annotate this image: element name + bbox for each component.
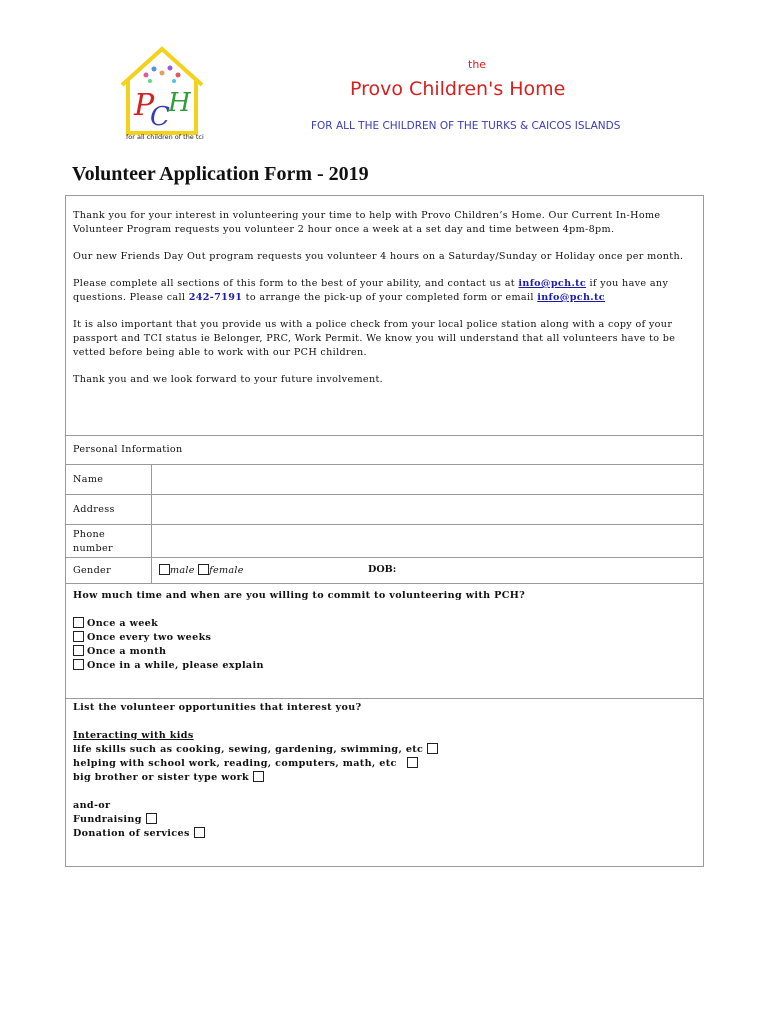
and-or-label: and-or	[73, 800, 111, 811]
school-work-label: helping with school work, reading, computers, math, etc	[73, 758, 397, 769]
intro-paragraph-3	[73, 277, 695, 305]
life-skills-label: life skills such as cooking, sewing, gardening, swimming, etc	[73, 744, 424, 755]
gender-label: Gender	[73, 565, 112, 576]
male-label: male	[170, 565, 195, 576]
svg-text:C: C	[150, 102, 170, 132]
option-donation-of-services[interactable]	[73, 827, 696, 841]
intro-paragraph-2: Our new Friends Day Out program requests you volunteer 4 hours on a Saturday/Sunday or Holiday once per month.	[73, 251, 684, 262]
every-two-weeks-checkbox[interactable]	[73, 631, 84, 642]
letterhead	[0, 0, 770, 150]
phone-label-line1: Phone	[73, 529, 106, 540]
intro-paragraph-5: Thank you and we look forward to your future involvement.	[73, 374, 384, 385]
name-field[interactable]	[151, 465, 703, 494]
intro-paragraph-1: Thank you for your interest in volunteering your time to help with Provo Children’s Home. Our Current In-Home Volunteer Program requests you volunteer 2 hour once a week at a set day and time between 4pm-8pm.	[73, 210, 661, 235]
email-link-2[interactable]: info@pch.tc	[537, 292, 605, 303]
once-a-month-checkbox[interactable]	[73, 645, 84, 656]
intro-paragraph-4: It is also important that you provide us with a police check from your local police station along with a copy of your passport and TCI status ie Belonger, PRC, Work Permit. We know you will understand that all volunteers have to be vetted before being able to work with our PCH children.	[73, 319, 676, 358]
email-link-1[interactable]: info@pch.tc	[518, 278, 587, 289]
gender-options	[159, 564, 244, 576]
once-in-a-while-checkbox[interactable]	[73, 659, 84, 670]
phone-label	[73, 528, 113, 556]
option-life-skills[interactable]	[73, 743, 696, 757]
intro-p3-text-a: Please complete all sections of this form to the best of your ability, and contact us at	[73, 278, 519, 289]
opportunities-section	[66, 701, 703, 841]
phone-row	[66, 525, 703, 558]
header-the: the	[468, 58, 487, 71]
once-a-week-checkbox[interactable]	[73, 617, 84, 628]
name-row	[66, 465, 703, 495]
big-brother-sister-label: big brother or sister type work	[73, 772, 250, 783]
option-fundraising[interactable]	[73, 813, 696, 827]
phone-number: 242-7191	[188, 292, 243, 303]
once-a-month-label: Once a month	[87, 646, 167, 657]
female-label: female	[209, 565, 244, 576]
org-name: Provo Children's Home	[350, 78, 566, 100]
svg-text:H: H	[168, 88, 191, 118]
phone-label-line2: number	[73, 543, 113, 554]
fundraising-label: Fundraising	[73, 814, 142, 825]
male-checkbox[interactable]	[159, 564, 170, 575]
opportunities-question: List the volunteer opportunities that interest you?	[73, 702, 362, 713]
personal-info-label: Personal Information	[73, 444, 183, 455]
school-work-checkbox[interactable]	[407, 757, 418, 768]
address-row	[66, 495, 703, 525]
gender-row	[66, 558, 703, 584]
once-a-week-label: Once a week	[87, 618, 159, 629]
personal-info-header	[66, 436, 703, 465]
name-label: Name	[73, 474, 104, 485]
option-once-a-month[interactable]	[73, 645, 696, 659]
phone-field[interactable]	[151, 525, 703, 557]
option-every-two-weeks[interactable]	[73, 631, 696, 645]
intro-section	[66, 196, 703, 436]
once-in-a-while-label: Once in a while, please explain	[87, 660, 264, 671]
tagline: FOR ALL THE CHILDREN OF THE TURKS & CAICOS ISLANDS	[311, 120, 621, 132]
svg-text:P: P	[134, 88, 155, 123]
logo-caption: for all children of the tci	[126, 133, 204, 140]
option-school-work[interactable]	[73, 757, 696, 771]
gender-field	[151, 558, 703, 583]
donation-of-services-checkbox[interactable]	[194, 827, 205, 838]
option-once-a-week[interactable]	[73, 617, 696, 631]
life-skills-checkbox[interactable]	[427, 743, 438, 754]
female-checkbox[interactable]	[198, 564, 209, 575]
commitment-question: How much time and when are you willing to commit to volunteering with PCH?	[73, 590, 526, 601]
fundraising-checkbox[interactable]	[146, 813, 157, 824]
pch-logo-icon	[116, 45, 208, 140]
application-form	[65, 195, 704, 867]
big-brother-sister-checkbox[interactable]	[253, 771, 264, 782]
option-once-in-a-while[interactable]	[73, 659, 696, 673]
intro-p3-text-b: if you have any questions. Please call	[73, 278, 669, 303]
commitment-section	[66, 589, 703, 699]
option-big-brother-sister[interactable]	[73, 771, 696, 785]
intro-p3-text-c: to arrange the pick-up of your completed form or email	[242, 292, 538, 303]
dob-label: DOB:	[368, 564, 397, 575]
address-label: Address	[73, 504, 115, 515]
donation-of-services-label: Donation of services	[73, 828, 190, 839]
address-field[interactable]	[151, 495, 703, 524]
every-two-weeks-label: Once every two weeks	[87, 632, 212, 643]
form-title: Volunteer Application Form - 2019	[72, 163, 369, 185]
kids-heading: Interacting with kids	[73, 730, 194, 741]
